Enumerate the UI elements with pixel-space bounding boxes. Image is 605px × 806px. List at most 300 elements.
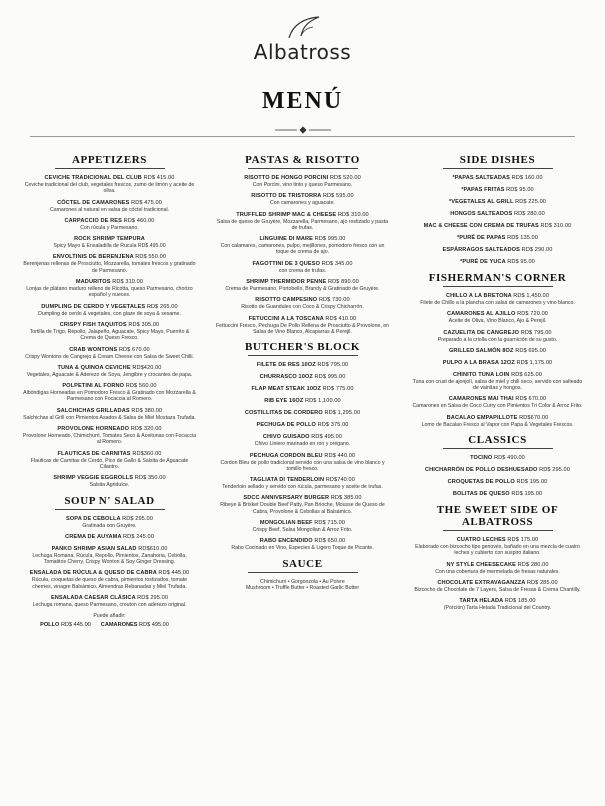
menu-item-name: CHICHARRÓN DE POLLO DESHUESADO: [425, 467, 538, 474]
menu-item-name: RIB EYE 16OZ: [264, 398, 304, 405]
menu-item-price: RD$ 345.00: [321, 260, 353, 267]
menu-item-description: Salchichas al Grill con Pimientos Asados & Salsa de Miel Mostaza Trufada.: [23, 414, 196, 421]
menu-item: [410, 348, 585, 355]
menu-section: [410, 504, 585, 611]
menu-item: [410, 479, 585, 486]
section-heading: BUTCHER'S BLOCK: [215, 341, 390, 356]
menu-item-description: Salsa de queso de Gruyère, Mozzarella, Parmesano, ajo rostizado y pasta de trufas.: [217, 218, 388, 231]
menu-item-price: RD$ 695.00: [515, 347, 547, 354]
menu-section: [22, 154, 197, 489]
menu-item-name-line: [215, 279, 390, 286]
menu-item: [22, 175, 197, 195]
menu-item-name-line: [215, 261, 390, 268]
menu-item-price: RD$ 280.00: [517, 561, 549, 568]
menu-item-price: RD$ 185.00: [504, 598, 536, 605]
menu-item-name-line: [410, 223, 585, 230]
menu-item-description: Chivo Liniero marinado en ron y orégano.: [254, 441, 351, 448]
menu-item-description: Spicy Mayo & Ensaladilla de Rucula RD$ 495.00: [53, 243, 166, 250]
menu-item-name: CARPACCIO DE RES: [64, 217, 122, 224]
menu-item-name-line: [22, 218, 197, 225]
menu-item-description: Ceviche tradicional del club, vegetales frescos, zumo de limón y aceite de oliva.: [24, 182, 195, 195]
menu-item-price: RD$ 380.00: [131, 407, 163, 414]
menu-item: [22, 451, 197, 471]
menu-item: [215, 175, 390, 188]
menu-item-name: MONGOLIAN BEEF: [259, 520, 313, 527]
section-heading: SAUCE: [215, 558, 390, 573]
menu-item-name: TRUFFLED SHRIMP MAC & CHEESE: [236, 211, 337, 218]
menu-item-name-line: [215, 386, 390, 393]
menu-item-price: RD$ 995.00: [314, 374, 346, 381]
menu-item-description: Lechuga Romana, Rúcula, Repollo, Pimientos, Zanahoria, Cebolla, Tomatitos Cherry, Crispy Wonton & Soy Ginger Dressing.: [32, 552, 187, 566]
menu-item: [22, 200, 197, 213]
menu-item-name-line: [215, 297, 390, 304]
menu-item-name: CHIVO GUISADO: [262, 434, 310, 441]
menu-item-name-line: [410, 479, 585, 486]
menu-item-price: RD$ 1,100.00: [305, 398, 341, 405]
menu-item-description: Preparado a la criolla con la guarnición de su gusto.: [437, 336, 558, 343]
menu-item: [215, 495, 390, 515]
menu-item: [410, 211, 585, 218]
menu-item-description: Con camarones y aguacate.: [270, 200, 335, 207]
menu-item-name: HONGOS SALTEADOS: [450, 211, 513, 217]
menu-item-name: TOCINO: [470, 455, 493, 462]
menu-item-description: Fettuccini Fresco, Pechuga De Pollo Rellena de Prosciutto & Provolone, en Salsa de Vino Blanco, Alcaparras & Perejil.: [215, 322, 389, 335]
menu-item-name-line: [410, 580, 585, 587]
menu-item: [22, 383, 197, 403]
section-heading: CLASSICS: [410, 434, 585, 449]
menu-item-price: RD$ 160.00: [511, 175, 543, 181]
menu-item-name: CAMARONES AL AJILLO: [446, 311, 516, 318]
menu-item-name-line: [22, 279, 197, 286]
add-on-price: RD$ 445.00: [60, 622, 91, 629]
menu-item-name-line: [410, 372, 585, 379]
menu-item-price: RD$360.00: [132, 450, 162, 457]
menu-item-description: (Porción) Tarta Helada Tradicional del Country.: [443, 605, 552, 612]
menu-section: [410, 434, 585, 498]
menu-item-name: SHRIMP VEGGIE EGGROLLS: [53, 475, 134, 482]
menu-item: [410, 293, 585, 306]
menu-item-price: RD$ 550.00: [135, 254, 167, 261]
menu-item-name: TAGLIATA DI TENDERLOIN: [250, 477, 325, 484]
menu-item-name-line: [22, 570, 197, 577]
menu-item-description: Crispy Wontons de Cangrejo & Cream Cheese con Salsa de Sweet Chilli.: [25, 353, 194, 360]
menu-item-name: FETUCCINI A LA TOSCANA: [248, 315, 324, 322]
menu-item-price: RD$ 375.00: [317, 422, 349, 429]
menu-item-price: RD$ 720.00: [517, 311, 549, 318]
menu-item-name: TUNA & QUINOA CEVICHE: [57, 364, 131, 371]
add-on-name: CAMARONES: [100, 622, 138, 629]
menu-item: [410, 415, 585, 428]
menu-item-price: RD$ 415.00: [143, 175, 175, 181]
menu-column-center: [215, 150, 390, 598]
menu-item-name: CÓCTEL DE CAMARONES: [57, 199, 130, 206]
menu-item-description: Tuna con crust de ajonjolí, salsa de miel y chili seco, servido con salteado de vainitas y hongos.: [412, 378, 583, 392]
menu-item: [215, 236, 390, 256]
menu-item-price: RD$ 650.00: [314, 538, 346, 545]
menu-item-price: RD$ 730.00: [318, 297, 350, 304]
menu-item-description: Risotto de Guandules con Coco & Crispy Chicharrón.: [241, 304, 364, 311]
menu-item-description: Berenjenas rellenas de Prosciutto, Mozzarella, tomates frescos y gratinado de Parmesano.: [23, 261, 196, 274]
menu-item-price: RD$ 1,450.00: [513, 293, 549, 299]
menu-item-price: RD$ 440.00: [324, 452, 356, 459]
menu-item: [22, 595, 197, 608]
menu-item-name: LINGUINE DI MARE: [259, 236, 313, 243]
menu-item-description: Lonjas de plátano maduro relleno de Ricotta, queso Parmesano, chorizo español y nueces.: [26, 286, 193, 299]
menu-item-name: CROQUETAS DE POLLO: [447, 479, 515, 486]
menu-item-name-line: [215, 434, 390, 441]
menu-item-description: Camarones al natural en salsa de cóctel tradicional.: [49, 206, 170, 213]
menu-item-name: RABO ENCENDIDO: [259, 538, 313, 545]
menu-item-description: Con una cobertura de mermelada de fresas naturales.: [435, 568, 560, 575]
menu-item-price: RD$ 195.00: [516, 479, 548, 486]
menu-item: [215, 538, 390, 551]
menu-item: [410, 562, 585, 575]
menu-item-name: CHURRASCO 10OZ: [259, 374, 313, 381]
menu-item-name-line: [410, 330, 585, 337]
menu-item: [22, 546, 197, 566]
menu-item-name: SALCHICHAS GRILLADAS: [56, 407, 130, 414]
menu-item: [410, 491, 585, 498]
menu-item: [22, 475, 197, 488]
menu-item-name-line: [215, 398, 390, 405]
menu-item-price: RD$ 495.00: [311, 434, 343, 441]
menu-item-name-line: [410, 259, 585, 266]
menu-section: [410, 272, 585, 428]
menu-item-price: RD$ 595.00: [322, 193, 354, 200]
menu-item-name: ROCK SHRIMP TEMPURA: [74, 236, 145, 243]
menu-item-price: RD$ 225.00: [515, 199, 546, 205]
add-on-price: RD$ 495.00: [139, 622, 169, 629]
menu-item: [410, 372, 585, 392]
menu-item-description: con crema de trufas.: [278, 267, 327, 274]
menu-item: [410, 537, 585, 557]
menu-item-name: NY STYLE CHEESECAKE: [446, 561, 517, 568]
menu-item-name-line: [410, 235, 585, 242]
menu-item: [410, 598, 585, 611]
menu-item-name-line: [215, 175, 390, 182]
menu-item-price: RD$670.00: [519, 414, 549, 421]
menu-item-description: Con calamares, camarones, pulpo, mejillones, pomodoro fresco con un toque de crema de ajo.: [220, 243, 385, 256]
menu-item: [22, 322, 197, 342]
menu-item-description: Vegetales, Aguacate & Aderezo de Soya, Jengibre y crocantes de papa.: [26, 371, 193, 378]
add-on-note: Puede añadir:: [93, 613, 126, 620]
menu-item-description: Gratinada con Gruyère.: [82, 522, 137, 529]
menu-item-name-line: [22, 426, 197, 433]
menu-item-name: CAZUELITA DE CANGREJO: [443, 329, 520, 336]
menu-item-name: CHINITO TUNA LOIN: [453, 371, 510, 378]
menu-item-price: RD$ 310.00: [337, 211, 369, 218]
menu-item-name-line: [215, 422, 390, 429]
menu-item-description: Albóndigas Horneadas en Pomodoro Fresco & Gratinado con Mozzarella & Parmesano con Focaccia al Romero.: [23, 390, 196, 403]
menu-item-name-line: [215, 520, 390, 527]
menu-item-price: RD$ 385.00: [330, 495, 362, 502]
add-on-name: POLLO: [40, 622, 60, 629]
menu-item-price: RD$ 195.00: [511, 491, 543, 498]
menu-item-name: COSTILLITAS DE CORDERO: [244, 410, 323, 417]
menu-item-description: Aceite de Oliva, Vino Blanco, Ajo & Perejil.: [448, 318, 547, 325]
menu-item: [22, 279, 197, 299]
menu-item: [215, 520, 390, 533]
menu-item: [410, 396, 585, 409]
menu-item: [215, 422, 390, 429]
menu-item-name-line: [410, 598, 585, 605]
menu-item-description: Crema de Parmesano, Portobello, Brandy & Gratinado de Gruyère.: [225, 286, 380, 293]
menu-item: [22, 347, 197, 360]
menu-item: [22, 254, 197, 274]
menu-item: [22, 304, 197, 317]
menu-item-price: RD$ 490.00: [494, 455, 525, 462]
menu-item-name-line: [410, 293, 585, 300]
menu-item-name-line: [22, 516, 197, 523]
menu-item-price: RD$ 795.00: [520, 329, 552, 336]
menu-item-description: Tortilla de Trigo, Repollo, Jalapeño, Aguacate, Spicy Mayo, Puerrito & Crema de Queso Fresco.: [29, 328, 190, 342]
menu-item-description: Bizcocho de Chocolate de 7 Layers, Salsa de Fresas & Crema Chantilly.: [414, 586, 581, 593]
menu-item-name-line: [410, 187, 585, 194]
menu-item: [215, 212, 390, 232]
menu-item-description: Con rúcula y Parmesano.: [80, 224, 139, 231]
menu-item-name: DUMPLING DE CERDO Y VEGETALES: [41, 303, 146, 310]
menu-item-name-line: [215, 374, 390, 381]
menu-item: [215, 279, 390, 292]
menu-item-name-line: [410, 415, 585, 422]
menu-item: [410, 360, 585, 367]
menu-item-name-line: [215, 538, 390, 545]
menu-item-description: Elaborado con bizcocho tipo genovés, bañado en una mezcla de cuatro leches y cubierto con suspiro italiano.: [415, 544, 580, 557]
menu-item-name-line: [215, 477, 390, 484]
menu-column-left: [22, 150, 197, 635]
menu-item-name-line: [215, 410, 390, 417]
menu-item-price: RD$ 670.00: [118, 346, 150, 353]
menu-item: [410, 175, 585, 182]
menu-item-price: RD$ 280.00: [513, 211, 545, 217]
menu-item-description: Tenderloin sellado y servido con rúcula, parmesano y aceite de trufas.: [222, 484, 383, 491]
menu-item-name: PECHUGA CORDON BLEU: [249, 452, 323, 459]
menu-item-name-line: [410, 467, 585, 474]
menu-item-name-line: [22, 365, 197, 372]
brand-name: Albatross: [253, 40, 352, 64]
menu-item-name-line: [22, 254, 197, 261]
menu-item: [410, 247, 585, 254]
menu-item-description: Filete de Chillo a la plancha con salsa de camarones y vino blanco.: [420, 300, 575, 306]
menu-item-name: CEVICHE TRADICIONAL DEL CLUB: [44, 175, 142, 181]
menu-item-name: PANKO SHRIMP ASIAN SALAD: [51, 545, 137, 552]
menu-item-price: RD$ 290.00: [521, 247, 553, 253]
menu-item-name: ESPÁRRAGOS SALTEADOS: [442, 247, 520, 253]
menu-item-price: RD$ 1,175.00: [516, 359, 553, 366]
menu-item: [410, 330, 585, 343]
menu-item-description: Provolone Horneado, Chimichurri, Tomates Seco & Aceitunas con Focaccia al Romero.: [22, 433, 197, 446]
menu-item: [215, 410, 390, 417]
section-heading: THE SWEET SIDE OF ALBATROSS: [410, 504, 585, 531]
menu-item: [410, 580, 585, 593]
menu-item: [410, 223, 585, 230]
menu-item: [22, 570, 197, 590]
section-heading: SOUP N' SALAD: [22, 495, 197, 510]
menu-item-name-line: [22, 534, 197, 541]
menu-item-name-line: [22, 383, 197, 390]
menu-item-name: FAGOTTINI DE 3 QUESO: [252, 260, 321, 267]
menu-item: [215, 434, 390, 447]
menu-item-price: RD$ 520.00: [329, 175, 361, 181]
menu-item-name: RISOTTO DE TRISTORRA: [251, 193, 322, 200]
menu-section: [22, 495, 197, 630]
menu-item-name-line: [22, 347, 197, 354]
menu-item-name-line: [22, 546, 197, 553]
menu-item-name: SDCC ANNIVERSARY BURGER: [243, 495, 330, 502]
menu-section: [410, 154, 585, 266]
menu-item: [215, 193, 390, 206]
menu-item-name-line: [215, 193, 390, 200]
menu-item-price: RD$ 460.00: [123, 217, 155, 224]
sauce-options: Chimichurri • Gorgonzola • Au Poivre: [260, 578, 345, 585]
menu-item: [215, 261, 390, 274]
menu-item-name-line: [410, 455, 585, 462]
menu-item-price: RD$ 410.00: [325, 315, 357, 322]
menu-item-price: RD$ 625.00: [511, 371, 542, 378]
menu-item-price: RD$ 135.00: [507, 235, 538, 241]
menu-item-price: RD$ 475.00: [131, 199, 162, 206]
menu-item: [22, 218, 197, 231]
menu-item-name-line: [215, 362, 390, 369]
menu-item-name-line: [22, 451, 197, 458]
menu-item-name-line: [410, 348, 585, 355]
menu-item-name-line: [410, 360, 585, 367]
menu-item-price: RD$ 305.00: [128, 321, 160, 328]
menu-item-name: *PURÉ DE PAPAS: [457, 235, 506, 241]
menu-item-price: RD$ 175.00: [507, 537, 539, 544]
menu-item-description: Rúcula, croquetas de queso de cabra, pimientos rostizados, tomate cherries, vinagre Balsámico, Almendras Rebanadas y Miel Trufada.: [31, 577, 188, 590]
menu-item-name: ENVOLTINIS DE BERENJENA: [52, 254, 134, 261]
menu-item-description: Crispy Beef, Salsa Mongolian & Arroz Frito.: [252, 527, 353, 534]
section-heading: PASTAS & RISOTTO: [215, 154, 390, 169]
menu-item-name-line: [410, 491, 585, 498]
menu-item: [22, 534, 197, 541]
menu-item-name-line: [410, 562, 585, 569]
menu-item-name-line: [22, 595, 197, 602]
menu-item: [410, 259, 585, 266]
menu-item: [410, 455, 585, 462]
menu-item: [22, 516, 197, 529]
menu-item-name: FLAP MEAT STEAK 10OZ: [251, 386, 322, 393]
menu-title: MENÚ: [261, 88, 344, 114]
logo: [0, 14, 605, 64]
menu-item: [215, 362, 390, 369]
menu-item: [215, 374, 390, 381]
menu-item: [215, 316, 390, 336]
sauce-options: Mushroom • Truffle Butter • Roasted Garlic Butter: [245, 585, 360, 592]
menu-item-name-line: [410, 311, 585, 318]
menu-item: [22, 408, 197, 421]
menu-section: [215, 341, 390, 551]
menu-item-name: PECHUGA DE POLLO: [256, 422, 316, 429]
menu-item-name-line: [22, 200, 197, 207]
menu-item-name: SHRIMP THERMIDOR PENNE: [246, 279, 327, 286]
menu-item-price: RD$ 320.00: [130, 426, 162, 433]
menu-item-description: Con Porcini, vino tinto y queso Parmesano.: [252, 182, 353, 188]
menu-item: [410, 187, 585, 194]
menu-item-price: RD$ 295.00: [539, 467, 570, 474]
menu-item-name-line: [22, 322, 197, 329]
menu-item-description: Flauticas de Carnitas de Cerdo, Pico de Gallo & Salsita de Aguacate Cilantro.: [30, 457, 189, 470]
menu-item-name: BACALAO EMPAPILLOTE: [446, 414, 518, 421]
section-heading: APPETIZERS: [22, 154, 197, 169]
menu-item-description: Lomo de Bacalao Fresco al Vapor con Papa & Vegetales Frescos.: [421, 421, 574, 428]
menu-item-name: GRILLED SALMÓN 8OZ: [448, 347, 514, 354]
menu-item: [410, 199, 585, 206]
menu-item-price: RD$ 560.00: [125, 383, 157, 390]
menu-item: [410, 235, 585, 242]
add-on-list: [22, 621, 197, 629]
menu-item: [22, 365, 197, 378]
section-heading: SIDE DISHES: [410, 154, 585, 169]
menu-item-name-line: [410, 537, 585, 544]
menu-item-price: RD$ 670.00: [515, 396, 547, 403]
menu-item-name: BOLITAS DE QUESO: [452, 491, 510, 498]
menu-item-name: RISOTTO CAMPESINO: [255, 297, 318, 304]
menu-item-name: CRAB WONTONS: [69, 346, 118, 353]
menu-item-name: CHILLO A LA BRETONA: [446, 293, 512, 299]
menu-item-name: MADURITOS: [75, 279, 111, 286]
menu-item-name-line: [22, 475, 197, 482]
menu-item-description: Dumpling de cerdo & vegetales, con glaze de soya & sesame.: [38, 310, 181, 317]
menu-item-name: CRISPY FISH TAQUITOS: [59, 321, 127, 328]
menu-item: [215, 398, 390, 405]
menu-item-price: RD$ 285.00: [526, 579, 558, 586]
menu-item-name: TARTA HELADA: [459, 598, 504, 605]
menu-item-name: PULPO A LA BRASA 12OZ: [442, 359, 515, 366]
menu-item-name: ENSALADA DE RÚCULA & QUESO DE CABRA: [29, 570, 157, 577]
menu-item-name: *PAPAS SALTEADAS: [452, 175, 511, 181]
menu-item-name: PROVOLONE HORNEADO: [57, 426, 130, 433]
menu-item-name-line: [410, 396, 585, 403]
menu-item-name-line: [215, 236, 390, 243]
menu-item-name: FILETE DE RES 10OZ: [256, 362, 316, 369]
menu-item: [215, 453, 390, 473]
menu-item-price: RD$ 715.00: [314, 520, 346, 527]
header-divider: [30, 136, 575, 137]
menu-item-description: Cordon Bleu de pollo tradicional servido con una salsa de vino blanco y tomillo fresco.: [220, 459, 385, 472]
menu-item-name: CAMARONES MAI THAI: [448, 396, 514, 403]
menu-item-description: Ribeye & Brisket Double Beef Patty, Pan Brioche, Mousse de Queso de Cabra, Provolone & Cebollas al Balsámico.: [220, 502, 385, 515]
menu-item-name-line: [410, 211, 585, 218]
menu-item-price: RD$ 795.00: [317, 362, 349, 369]
menu-item-name: CHOCOLATE EXTRAVAGANZZA: [437, 579, 526, 586]
menu-item-price: RD$ 310.00: [112, 279, 144, 286]
menu-item-name: ENSALADA CAESAR CLÁSICA: [50, 595, 136, 602]
menu-item-description: Lechuga romana, queso Parmesano, crouton con aderezo original.: [32, 602, 187, 609]
menu-item-name: CUATRO LECHES: [456, 537, 506, 544]
menu-item-name-line: [215, 316, 390, 323]
menu-item-price: RD$ 95.00: [507, 259, 535, 265]
menu-item-name-line: [22, 236, 197, 243]
menu-item-name-line: [22, 408, 197, 415]
menu-item-description: Rabo Cocinado en Vino, Especies & Ligero Toque de Picante.: [231, 545, 374, 552]
menu-item-name: POLPETINI AL FORNO: [62, 383, 125, 390]
menu-item-name-line: [410, 247, 585, 254]
menu-item: [410, 311, 585, 324]
menu-item-name: *PAPAS FRITAS: [461, 187, 505, 193]
menu-item-description: Salsita Agridulce.: [89, 482, 130, 489]
menu-item-price: RD$740.00: [325, 477, 355, 484]
menu-item-name: RISOTTO DE HONGO PORCINI: [244, 175, 329, 181]
menu-item: [215, 297, 390, 310]
menu-item-price: RD$ 295.00: [122, 515, 153, 522]
menu-item-price: RD$ 775.00: [322, 386, 354, 393]
menu-item-name-line: [215, 453, 390, 460]
menu-item-name-line: [22, 304, 197, 311]
menu-item-name: *VEGETALES AL GRILL: [449, 199, 514, 205]
menu-item-price: RD$ 245.00: [123, 533, 154, 540]
